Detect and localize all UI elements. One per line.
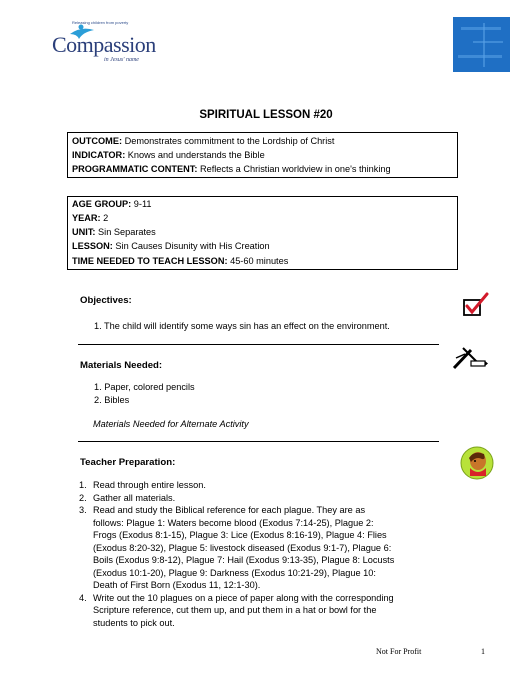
- objective-item: 1. The child will identify some ways sin has an effect on the environment.: [94, 321, 390, 331]
- lesson-info-box: [67, 196, 458, 270]
- program-label: PROGRAMMATIC CONTENT:: [72, 164, 198, 174]
- logo-name: Compassion: [52, 32, 156, 57]
- outcome-label: OUTCOME:: [72, 136, 123, 146]
- age-value: 9-11: [131, 199, 152, 209]
- compassion-logo: [52, 20, 164, 68]
- year-label: YEAR:: [72, 213, 101, 223]
- time-label: TIME NEEDED TO TEACH LESSON:: [72, 256, 228, 266]
- footer-text: Not For Profit: [376, 647, 422, 656]
- teacher-prep-heading: Teacher Preparation:: [80, 457, 176, 468]
- blue-paint-block: [453, 17, 510, 72]
- teacher-prep-line: Death of First Born (Exodus 11, 12:1-30).: [93, 580, 261, 590]
- teacher-prep-line: Read and study the Biblical reference for each plague. They are as: [93, 505, 366, 515]
- checkbox-icon: [462, 292, 490, 318]
- material-item: 2. Bibles: [94, 395, 130, 405]
- teacher-prep-line: Write out the 10 plagues on a piece of paper along with the corresponding: [93, 592, 394, 603]
- teacher-prep-number: 4.: [79, 592, 87, 603]
- teacher-prep-line: Frogs (Exodus 8:1-15), Plague 3: Lice (Exodus 8:16-19), Plague 4: Flies: [93, 530, 387, 540]
- unit-label: UNIT:: [72, 227, 96, 237]
- age-line: [72, 199, 151, 209]
- page-number: 1: [481, 647, 485, 656]
- teacher-prep-line: follows: Plague 1: Waters become blood (Exodus 7:14-25), Plague 2:: [93, 517, 374, 528]
- program-value: Reflects a Christian worldview in one's thinking: [197, 164, 391, 174]
- objectives-heading: Objectives:: [80, 295, 132, 306]
- logo-tagline: Releasing children from poverty: [72, 20, 129, 25]
- materials-heading: Materials Needed:: [80, 360, 163, 371]
- unit-value: Sin Separates: [95, 227, 156, 237]
- outcome-value: Demonstrates commitment to the Lordship of Christ: [122, 136, 335, 146]
- lesson-line: [72, 241, 270, 251]
- lesson-value: Sin Causes Disunity with His Creation: [112, 241, 270, 251]
- teacher-prep-line: students to pick out.: [93, 617, 175, 628]
- program-line: [72, 164, 391, 174]
- indicator-label: INDICATOR:: [72, 150, 126, 160]
- teacher-prep-line: Scripture reference, cut them up, and put them in a hat or bowl for the: [93, 605, 377, 615]
- teacher-prep-line: Gather all materials.: [93, 492, 176, 503]
- teacher-prep-number: 1.: [79, 480, 87, 490]
- age-label: AGE GROUP:: [72, 199, 132, 209]
- alternate-materials: Materials Needed for Alternate Activity: [93, 419, 249, 429]
- teacher-icon: [460, 446, 494, 480]
- lesson-label: LESSON:: [72, 241, 113, 251]
- outcome-line: [72, 136, 334, 146]
- teacher-prep-line: Read through entire lesson.: [93, 480, 206, 490]
- indicator-value: Knows and understands the Bible: [125, 150, 265, 160]
- pencil-tools-icon: [451, 344, 489, 372]
- year-value: 2: [100, 213, 109, 223]
- teacher-prep-number: 3.: [79, 505, 87, 515]
- year-line: [72, 213, 108, 223]
- teacher-prep-line: (Exodus 10:1-20), Plague 9: Darkness (Exodus 10:21-29), Plague 10:: [93, 567, 376, 578]
- teacher-prep-line: Boils (Exodus 9:8-12), Plague 7: Hail (Exodus 9:13-35), Plague 8: Locusts: [93, 555, 395, 565]
- material-item: 1. Paper, colored pencils: [94, 382, 195, 392]
- unit-line: [72, 227, 156, 237]
- time-value: 45-60 minutes: [227, 256, 289, 266]
- section-divider: [78, 344, 439, 345]
- section-divider: [78, 441, 439, 442]
- lesson-title: SPIRITUAL LESSON #20: [199, 109, 333, 121]
- teacher-prep-number: 2.: [79, 492, 87, 503]
- time-line: [72, 256, 288, 266]
- outcome-box: [67, 132, 458, 178]
- logo-subtitle: in Jesus' name: [104, 57, 139, 63]
- indicator-line: [72, 150, 265, 160]
- teacher-prep-line: (Exodus 8:20-32), Plague 5: livestock diseased (Exodus 9:1-7), Plague 6:: [93, 542, 392, 553]
